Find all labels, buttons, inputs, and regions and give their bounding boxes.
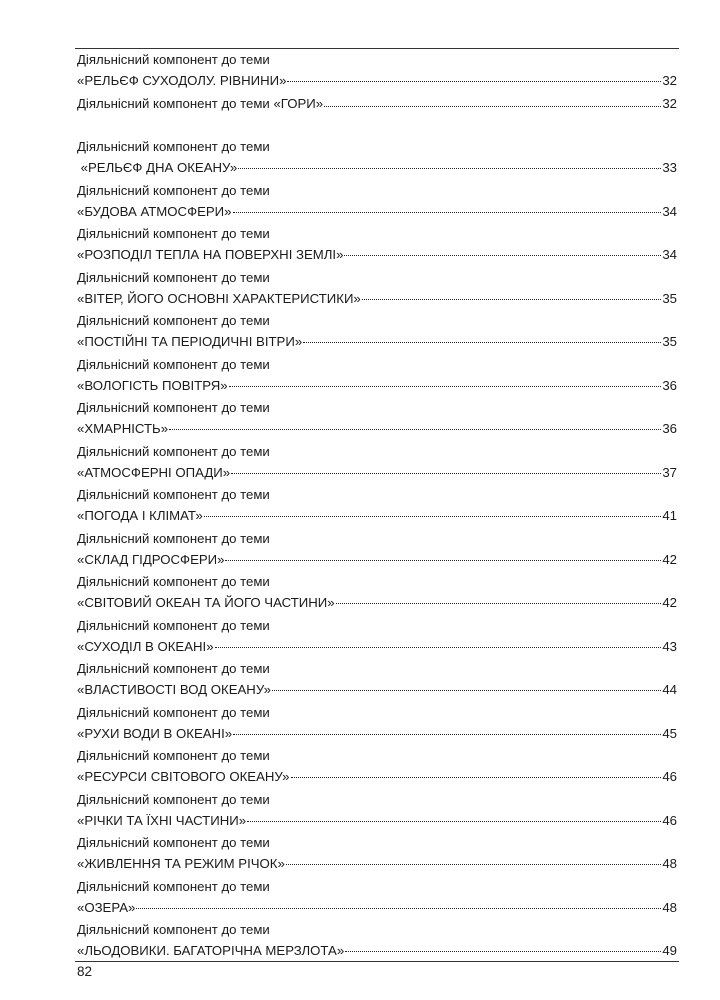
bottom-rule — [75, 961, 679, 962]
toc-entry — [77, 833, 677, 877]
toc-entry-page: 36 — [662, 421, 677, 436]
dot-leader — [233, 734, 661, 735]
toc-entry-page: 32 — [662, 95, 677, 111]
toc-entry-title: «РЕЛЬЄФ СУХОДОЛУ. РІВНИНИ» — [77, 73, 287, 88]
toc-entry — [77, 355, 677, 399]
toc-entry-page: 43 — [662, 638, 677, 654]
toc-entry-prefix: Діяльнісний компонент до теми — [77, 52, 270, 67]
toc-entry-prefix: Діяльнісний компонент до теми — [77, 878, 270, 894]
toc-entry-prefix: Діяльнісний компонент до теми — [77, 226, 270, 241]
toc-entry-page: 42 — [662, 595, 677, 610]
toc-entry — [77, 572, 677, 616]
toc-entry-prefix: Діяльнісний компонент до теми — [77, 835, 270, 850]
toc-entry-title: «ПОГОДА І КЛІМАТ» — [77, 508, 203, 523]
dot-leader — [291, 777, 662, 778]
toc-entry-title: «ПОСТІЙНІ ТА ПЕРІОДИЧНІ ВІТРИ» — [77, 334, 303, 349]
toc-entry-title: «РЕЛЬЄФ ДНА ОКЕАНУ» — [77, 160, 238, 175]
toc-entry-prefix: Діяльнісний компонент до теми — [77, 443, 270, 459]
toc-entry-page: 33 — [662, 160, 677, 175]
toc-entry-title: «ВІТЕР, ЙОГО ОСНОВНІ ХАРАКТЕРИСТИКИ» — [77, 290, 361, 306]
toc-entry-title: «БУДОВА АТМОСФЕРИ» — [77, 203, 232, 219]
toc-entry-title: «СКЛАД ГІДРОСФЕРИ» — [77, 551, 225, 567]
toc-entry-prefix: Діяльнісний компонент до теми — [77, 400, 270, 415]
toc-entry — [77, 920, 677, 964]
dot-leader — [272, 690, 661, 691]
toc-entry-page: 48 — [662, 856, 677, 871]
toc-entry — [77, 268, 677, 312]
toc-entry-title: «РІЧКИ ТА ЇХНІ ЧАСТИНИ» — [77, 812, 247, 828]
toc-entry-page: 42 — [662, 551, 677, 567]
toc-entry — [77, 877, 677, 921]
toc-entry — [77, 224, 677, 268]
toc-entry-prefix: Діяльнісний компонент до теми — [77, 791, 270, 807]
dot-leader — [233, 212, 662, 213]
dot-leader — [229, 386, 662, 387]
toc-entry-title: «АТМОСФЕРНІ ОПАДИ» — [77, 464, 231, 480]
toc-entry-page: 48 — [662, 899, 677, 915]
toc-entry — [77, 137, 677, 181]
toc-entry-prefix: Діяльнісний компонент до теми — [77, 704, 270, 720]
top-rule — [75, 48, 679, 49]
toc-entry-page: 49 — [662, 943, 677, 958]
toc-entry — [77, 616, 677, 660]
dot-leader — [345, 951, 661, 952]
dot-leader — [204, 516, 662, 517]
toc-entry — [77, 703, 677, 747]
toc-entry-prefix: Діяльнісний компонент до теми — [77, 574, 270, 589]
toc-entry-prefix: Діяльнісний компонент до теми — [77, 487, 270, 502]
toc-entry-page: 34 — [662, 203, 677, 219]
toc-entry — [77, 442, 677, 486]
toc-entry-title: «ЖИВЛЕННЯ ТА РЕЖИМ РІЧОК» — [77, 856, 285, 871]
toc-entry-prefix: Діяльнісний компонент до теми — [77, 661, 270, 676]
toc-entry-title: «СВІТОВИЙ ОКЕАН ТА ЙОГО ЧАСТИНИ» — [77, 595, 335, 610]
dot-leader — [286, 864, 662, 865]
toc-entry-title: «ОЗЕРА» — [77, 899, 136, 915]
toc-entry-prefix: Діяльнісний компонент до теми — [77, 313, 270, 328]
table-of-contents — [77, 50, 677, 964]
toc-entry — [77, 398, 677, 442]
toc-entry-page: 32 — [662, 73, 677, 88]
toc-entry-prefix: Діяльнісний компонент до теми «ГОРИ» — [77, 95, 324, 111]
toc-entry — [77, 790, 677, 834]
page-number: 82 — [77, 964, 93, 979]
dot-leader — [231, 473, 661, 474]
dot-leader — [136, 908, 661, 909]
toc-entry-prefix: Діяльнісний компонент до теми — [77, 530, 270, 546]
dot-leader — [169, 429, 661, 430]
toc-entry-prefix: Діяльнісний компонент до теми — [77, 269, 270, 285]
dot-leader — [287, 81, 661, 82]
dot-leader — [344, 255, 661, 256]
toc-entry-page: 45 — [662, 725, 677, 741]
toc-entry-page: 41 — [662, 508, 677, 523]
toc-entry-prefix: Діяльнісний компонент до теми — [77, 139, 270, 154]
toc-entry — [77, 529, 677, 573]
dot-leader — [303, 342, 661, 343]
toc-entry-prefix: Діяльнісний компонент до теми — [77, 617, 270, 633]
toc-entry-prefix: Діяльнісний компонент до теми — [77, 182, 270, 198]
toc-entry — [77, 485, 677, 529]
toc-entry-prefix: Діяльнісний компонент до теми — [77, 356, 270, 372]
dot-leader — [336, 603, 662, 604]
toc-entry-title: «ВЛАСТИВОСТІ ВОД ОКЕАНУ» — [77, 682, 271, 697]
toc-entry — [77, 659, 677, 703]
toc-entry — [77, 311, 677, 355]
toc-entry — [77, 94, 677, 138]
toc-entry-title: «ХМАРНІСТЬ» — [77, 421, 169, 436]
toc-entry — [77, 746, 677, 790]
dot-leader — [215, 647, 662, 648]
toc-entry — [77, 50, 677, 94]
toc-entry-page: 46 — [662, 769, 677, 784]
dot-leader — [362, 299, 662, 300]
toc-entry-prefix: Діяльнісний компонент до теми — [77, 922, 270, 937]
dot-leader — [238, 168, 661, 169]
toc-entry-page: 44 — [662, 682, 677, 697]
toc-entry-page: 46 — [662, 812, 677, 828]
toc-entry-title: «СУХОДІЛ В ОКЕАНІ» — [77, 638, 214, 654]
toc-entry — [77, 181, 677, 225]
toc-entry-page: 35 — [662, 334, 677, 349]
toc-entry-page: 36 — [662, 377, 677, 393]
toc-entry-title: «РЕСУРСИ СВІТОВОГО ОКЕАНУ» — [77, 769, 290, 784]
toc-entry-title: «ЛЬОДОВИКИ. БАГАТОРІЧНА МЕРЗЛОТА» — [77, 943, 345, 958]
toc-entry-title: «РУХИ ВОДИ В ОКЕАНІ» — [77, 725, 233, 741]
toc-entry-page: 37 — [662, 464, 677, 480]
toc-entry-page: 34 — [662, 247, 677, 262]
toc-entry-title: «РОЗПОДІЛ ТЕПЛА НА ПОВЕРХНІ ЗЕМЛІ» — [77, 247, 344, 262]
toc-entry-title: «ВОЛОГІСТЬ ПОВІТРЯ» — [77, 377, 228, 393]
toc-entry-page: 35 — [662, 290, 677, 306]
toc-entry-prefix: Діяльнісний компонент до теми — [77, 748, 270, 763]
dot-leader — [247, 821, 661, 822]
dot-leader — [225, 560, 661, 561]
dot-leader — [324, 106, 661, 107]
